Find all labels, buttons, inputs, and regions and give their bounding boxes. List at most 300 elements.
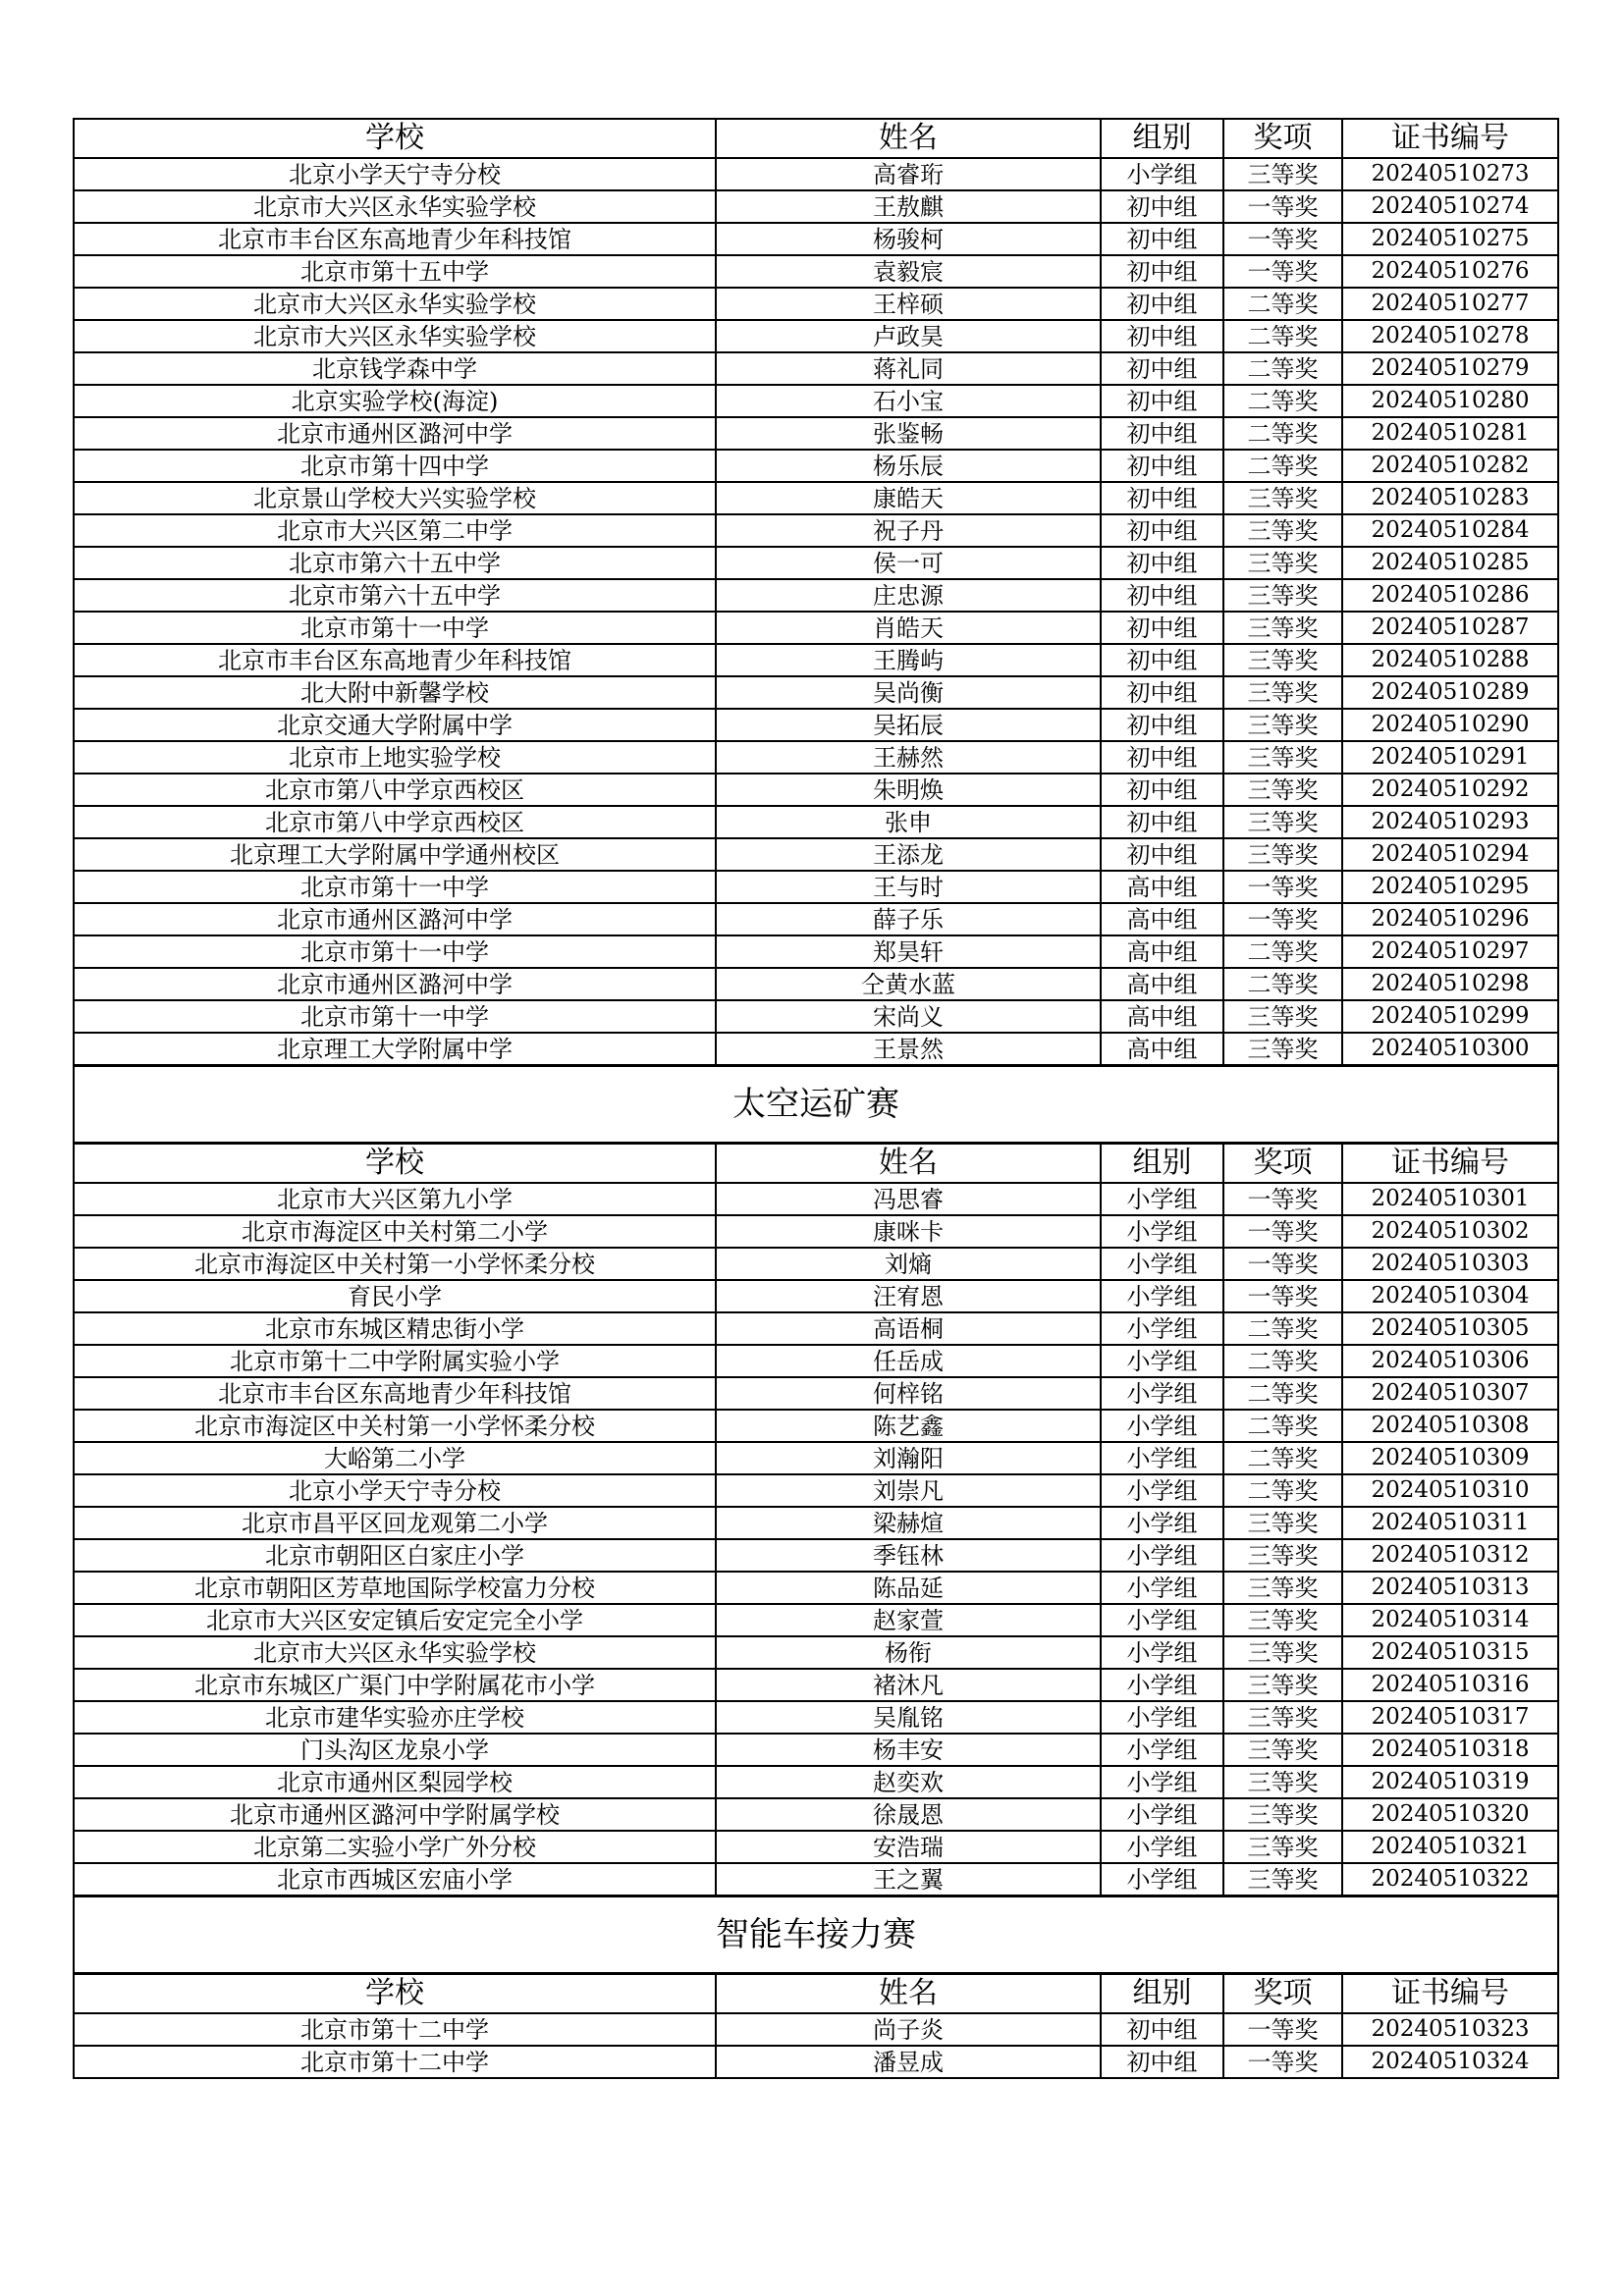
cell-student-name: 冯思睿 [716,1183,1101,1215]
header-name: 姓名 [716,1144,1101,1184]
table-row [74,903,1558,935]
cell-school: 北京市第十四中学 [74,450,716,482]
cell-cert-no: 20240510304 [1342,1280,1558,1312]
table-row [74,1539,1558,1572]
cell-student-name: 王与时 [716,871,1101,903]
cell-school: 北京市通州区潞河中学 [74,968,716,1000]
cell-cert-no: 20240510309 [1342,1442,1558,1474]
cell-award: 三等奖 [1223,838,1342,871]
table-header-row [74,1974,1558,2014]
cell-cert-no: 20240510275 [1342,223,1558,255]
cell-cert-no: 20240510299 [1342,1000,1558,1033]
cell-student-name: 梁赫煊 [716,1507,1101,1539]
cell-award: 二等奖 [1223,1377,1342,1410]
cell-cert-no: 20240510314 [1342,1604,1558,1636]
cell-award: 三等奖 [1223,1033,1342,1066]
cell-school: 北京实验学校(海淀) [74,385,716,417]
cell-school: 北京市东城区广渠门中学附属花市小学 [74,1669,716,1701]
cell-student-name: 杨衔 [716,1636,1101,1669]
cell-school: 北京小学天宁寺分校 [74,158,716,190]
header-cert-no: 证书编号 [1342,1974,1558,2014]
table-row [74,288,1558,320]
cell-cert-no: 20240510312 [1342,1539,1558,1572]
table-row [74,709,1558,741]
cell-award: 三等奖 [1223,1636,1342,1669]
cell-award: 二等奖 [1223,320,1342,352]
award-table-body [74,119,1558,2078]
cell-award: 一等奖 [1223,903,1342,935]
cell-cert-no: 20240510296 [1342,903,1558,935]
cell-school: 北京小学天宁寺分校 [74,1474,716,1507]
cell-cert-no: 20240510292 [1342,774,1558,806]
cell-student-name: 张申 [716,806,1101,838]
cell-school: 北京市第六十五中学 [74,579,716,612]
cell-award: 二等奖 [1223,288,1342,320]
cell-school: 北京市海淀区中关村第一小学怀柔分校 [74,1410,716,1442]
cell-group: 小学组 [1101,1410,1223,1442]
cell-student-name: 蒋礼同 [716,352,1101,385]
table-row [74,2046,1558,2078]
cell-group: 小学组 [1101,158,1223,190]
cell-cert-no: 20240510321 [1342,1831,1558,1863]
cell-student-name: 康咪卡 [716,1215,1101,1248]
cell-cert-no: 20240510290 [1342,709,1558,741]
cell-student-name: 仝黄水蓝 [716,968,1101,1000]
cell-group: 小学组 [1101,1442,1223,1474]
cell-group: 初中组 [1101,514,1223,547]
cell-award: 三等奖 [1223,1604,1342,1636]
cell-student-name: 王景然 [716,1033,1101,1066]
cell-student-name: 卢政昊 [716,320,1101,352]
cell-group: 初中组 [1101,579,1223,612]
table-header-row [74,119,1558,158]
award-list-sheet [73,118,1557,2079]
table-row [74,774,1558,806]
cell-award: 三等奖 [1223,741,1342,774]
cell-group: 小学组 [1101,1734,1223,1766]
cell-award: 三等奖 [1223,1734,1342,1766]
cell-award: 三等奖 [1223,612,1342,644]
cell-school: 北京市西城区宏庙小学 [74,1863,716,1896]
table-row [74,806,1558,838]
cell-award: 一等奖 [1223,1183,1342,1215]
cell-group: 小学组 [1101,1183,1223,1215]
cell-cert-no: 20240510310 [1342,1474,1558,1507]
table-row [74,158,1558,190]
cell-cert-no: 20240510319 [1342,1766,1558,1798]
cell-school: 北京市第八中学京西校区 [74,774,716,806]
cell-cert-no: 20240510283 [1342,482,1558,514]
cell-school: 北京市大兴区永华实验学校 [74,320,716,352]
table-row [74,547,1558,579]
cell-school: 北京市丰台区东高地青少年科技馆 [74,223,716,255]
cell-cert-no: 20240510295 [1342,871,1558,903]
cell-school: 北京市通州区梨园学校 [74,1766,716,1798]
cell-award: 二等奖 [1223,352,1342,385]
cell-group: 初中组 [1101,320,1223,352]
cell-cert-no: 20240510285 [1342,547,1558,579]
cell-student-name: 高语桐 [716,1312,1101,1345]
cell-student-name: 吴胤铭 [716,1701,1101,1734]
table-row [74,320,1558,352]
cell-group: 小学组 [1101,1572,1223,1604]
table-row [74,1734,1558,1766]
cell-student-name: 王梓硕 [716,288,1101,320]
cell-award: 三等奖 [1223,1766,1342,1798]
cell-student-name: 赵家萱 [716,1604,1101,1636]
table-row [74,255,1558,288]
cell-award: 三等奖 [1223,1831,1342,1863]
cell-group: 初中组 [1101,255,1223,288]
cell-group: 初中组 [1101,547,1223,579]
cell-cert-no: 20240510297 [1342,935,1558,968]
cell-student-name: 陈艺鑫 [716,1410,1101,1442]
table-row [74,1410,1558,1442]
cell-school: 北京市通州区潞河中学附属学校 [74,1798,716,1831]
cell-school: 北京市大兴区永华实验学校 [74,288,716,320]
cell-student-name: 安浩瑞 [716,1831,1101,1863]
cell-school: 北京市第八中学京西校区 [74,806,716,838]
cell-school: 北京第二实验小学广外分校 [74,1831,716,1863]
table-row [74,741,1558,774]
cell-award: 一等奖 [1223,255,1342,288]
cell-award: 三等奖 [1223,774,1342,806]
table-row [74,1701,1558,1734]
cell-student-name: 褚沐凡 [716,1669,1101,1701]
cell-group: 小学组 [1101,1636,1223,1669]
table-row [74,1572,1558,1604]
cell-school: 北京市第十一中学 [74,871,716,903]
table-row [74,1442,1558,1474]
cell-school: 北京市大兴区第二中学 [74,514,716,547]
header-group: 组别 [1101,1974,1223,2014]
cell-cert-no: 20240510282 [1342,450,1558,482]
cell-group: 小学组 [1101,1798,1223,1831]
cell-school: 北京市东城区精忠街小学 [74,1312,716,1345]
cell-cert-no: 20240510289 [1342,676,1558,709]
cell-school: 北京理工大学附属中学 [74,1033,716,1066]
cell-award: 三等奖 [1223,1863,1342,1896]
cell-group: 小学组 [1101,1669,1223,1701]
cell-award: 三等奖 [1223,1798,1342,1831]
cell-school: 北京市大兴区第九小学 [74,1183,716,1215]
table-row [74,1183,1558,1215]
award-table [73,118,1559,2079]
cell-group: 高中组 [1101,903,1223,935]
table-row [74,935,1558,968]
cell-student-name: 杨丰安 [716,1734,1101,1766]
cell-group: 小学组 [1101,1377,1223,1410]
cell-student-name: 庄忠源 [716,579,1101,612]
cell-school: 大峪第二小学 [74,1442,716,1474]
table-row [74,1215,1558,1248]
cell-group: 初中组 [1101,190,1223,223]
table-row [74,838,1558,871]
cell-cert-no: 20240510278 [1342,320,1558,352]
cell-cert-no: 20240510281 [1342,417,1558,450]
table-row [74,1766,1558,1798]
cell-school: 北大附中新馨学校 [74,676,716,709]
cell-award: 三等奖 [1223,547,1342,579]
cell-cert-no: 20240510318 [1342,1734,1558,1766]
cell-group: 初中组 [1101,709,1223,741]
cell-cert-no: 20240510300 [1342,1033,1558,1066]
cell-cert-no: 20240510317 [1342,1701,1558,1734]
cell-school: 北京景山学校大兴实验学校 [74,482,716,514]
cell-cert-no: 20240510316 [1342,1669,1558,1701]
cell-student-name: 杨骏柯 [716,223,1101,255]
cell-school: 育民小学 [74,1280,716,1312]
cell-award: 二等奖 [1223,968,1342,1000]
cell-school: 北京市第十一中学 [74,935,716,968]
cell-cert-no: 20240510286 [1342,579,1558,612]
cell-student-name: 宋尚义 [716,1000,1101,1033]
cell-school: 北京市大兴区永华实验学校 [74,190,716,223]
cell-student-name: 祝子丹 [716,514,1101,547]
table-row [74,190,1558,223]
cell-school: 北京市第十一中学 [74,612,716,644]
table-row [74,1798,1558,1831]
table-row [74,871,1558,903]
header-group: 组别 [1101,1144,1223,1184]
table-row [74,1280,1558,1312]
table-row [74,1474,1558,1507]
cell-cert-no: 20240510323 [1342,2013,1558,2046]
cell-student-name: 朱明焕 [716,774,1101,806]
cell-award: 一等奖 [1223,1248,1342,1280]
cell-student-name: 尚子炎 [716,2013,1101,2046]
cell-award: 一等奖 [1223,1280,1342,1312]
cell-award: 三等奖 [1223,579,1342,612]
cell-award: 一等奖 [1223,190,1342,223]
cell-school: 北京市第十二中学附属实验小学 [74,1345,716,1377]
table-row [74,385,1558,417]
cell-award: 三等奖 [1223,1669,1342,1701]
cell-cert-no: 20240510287 [1342,612,1558,644]
cell-award: 一等奖 [1223,1215,1342,1248]
header-award: 奖项 [1223,1974,1342,2014]
cell-award: 三等奖 [1223,482,1342,514]
cell-cert-no: 20240510279 [1342,352,1558,385]
cell-group: 小学组 [1101,1280,1223,1312]
table-row [74,514,1558,547]
cell-student-name: 何梓铭 [716,1377,1101,1410]
cell-school: 北京钱学森中学 [74,352,716,385]
cell-cert-no: 20240510291 [1342,741,1558,774]
cell-student-name: 徐晟恩 [716,1798,1101,1831]
cell-student-name: 王添龙 [716,838,1101,871]
cell-school: 北京市海淀区中关村第一小学怀柔分校 [74,1248,716,1280]
cell-group: 高中组 [1101,1000,1223,1033]
cell-award: 三等奖 [1223,514,1342,547]
cell-cert-no: 20240510313 [1342,1572,1558,1604]
cell-school: 北京市通州区潞河中学 [74,903,716,935]
cell-school: 北京市第十五中学 [74,255,716,288]
cell-student-name: 康皓天 [716,482,1101,514]
table-row [74,450,1558,482]
cell-award: 三等奖 [1223,1572,1342,1604]
cell-group: 小学组 [1101,1215,1223,1248]
cell-student-name: 王敖麒 [716,190,1101,223]
header-school: 学校 [74,1974,716,2014]
cell-cert-no: 20240510273 [1342,158,1558,190]
cell-cert-no: 20240510322 [1342,1863,1558,1896]
cell-cert-no: 20240510320 [1342,1798,1558,1831]
cell-student-name: 吴拓辰 [716,709,1101,741]
cell-student-name: 刘崇凡 [716,1474,1101,1507]
cell-student-name: 袁毅宸 [716,255,1101,288]
cell-school: 北京市第十一中学 [74,1000,716,1033]
cell-student-name: 薛子乐 [716,903,1101,935]
header-award: 奖项 [1223,1144,1342,1184]
cell-cert-no: 20240510274 [1342,190,1558,223]
cell-student-name: 高睿珩 [716,158,1101,190]
cell-group: 初中组 [1101,288,1223,320]
cell-school: 北京市丰台区东高地青少年科技馆 [74,1377,716,1410]
cell-student-name: 刘瀚阳 [716,1442,1101,1474]
cell-school: 北京市第十二中学 [74,2013,716,2046]
cell-award: 二等奖 [1223,935,1342,968]
header-group: 组别 [1101,119,1223,158]
header-school: 学校 [74,1144,716,1184]
cell-group: 小学组 [1101,1539,1223,1572]
cell-group: 初中组 [1101,806,1223,838]
table-row [74,223,1558,255]
table-row [74,2013,1558,2046]
cell-group: 小学组 [1101,1474,1223,1507]
cell-school: 北京市昌平区回龙观第二小学 [74,1507,716,1539]
cell-group: 初中组 [1101,676,1223,709]
cell-school: 北京理工大学附属中学通州校区 [74,838,716,871]
cell-group: 初中组 [1101,385,1223,417]
cell-group: 初中组 [1101,352,1223,385]
cell-group: 小学组 [1101,1701,1223,1734]
table-row [74,1636,1558,1669]
cell-group: 高中组 [1101,935,1223,968]
cell-group: 小学组 [1101,1507,1223,1539]
cell-award: 三等奖 [1223,1000,1342,1033]
cell-group: 高中组 [1101,968,1223,1000]
cell-award: 一等奖 [1223,871,1342,903]
table-row [74,1604,1558,1636]
cell-group: 初中组 [1101,2046,1223,2078]
cell-award: 三等奖 [1223,676,1342,709]
cell-award: 二等奖 [1223,1442,1342,1474]
cell-group: 高中组 [1101,1033,1223,1066]
cell-student-name: 郑昊轩 [716,935,1101,968]
cell-cert-no: 20240510315 [1342,1636,1558,1669]
cell-school: 北京市海淀区中关村第二小学 [74,1215,716,1248]
cell-group: 初中组 [1101,741,1223,774]
cell-school: 北京市大兴区安定镇后安定完全小学 [74,1604,716,1636]
cell-group: 初中组 [1101,450,1223,482]
cell-school: 北京市建华实验亦庄学校 [74,1701,716,1734]
cell-award: 三等奖 [1223,806,1342,838]
table-row [74,1863,1558,1896]
header-name: 姓名 [716,119,1101,158]
cell-cert-no: 20240510307 [1342,1377,1558,1410]
cell-cert-no: 20240510277 [1342,288,1558,320]
cell-cert-no: 20240510293 [1342,806,1558,838]
table-row [74,1669,1558,1701]
cell-school: 北京市大兴区永华实验学校 [74,1636,716,1669]
table-row [74,1831,1558,1863]
cell-award: 二等奖 [1223,1345,1342,1377]
cell-student-name: 任岳成 [716,1345,1101,1377]
cell-award: 二等奖 [1223,450,1342,482]
cell-award: 三等奖 [1223,1539,1342,1572]
header-award: 奖项 [1223,119,1342,158]
cell-student-name: 王之翼 [716,1863,1101,1896]
cell-award: 二等奖 [1223,385,1342,417]
table-row [74,1248,1558,1280]
cell-student-name: 侯一可 [716,547,1101,579]
cell-school: 北京市上地实验学校 [74,741,716,774]
cell-group: 初中组 [1101,223,1223,255]
cell-cert-no: 20240510306 [1342,1345,1558,1377]
cell-group: 小学组 [1101,1248,1223,1280]
cell-award: 三等奖 [1223,709,1342,741]
cell-group: 初中组 [1101,774,1223,806]
cell-student-name: 刘熵 [716,1248,1101,1280]
cell-award: 一等奖 [1223,2013,1342,2046]
table-row [74,1345,1558,1377]
cell-group: 小学组 [1101,1312,1223,1345]
cell-award: 一等奖 [1223,223,1342,255]
cell-group: 小学组 [1101,1345,1223,1377]
cell-cert-no: 20240510276 [1342,255,1558,288]
cell-cert-no: 20240510288 [1342,644,1558,676]
cell-school: 门头沟区龙泉小学 [74,1734,716,1766]
cell-school: 北京市通州区潞河中学 [74,417,716,450]
header-cert-no: 证书编号 [1342,119,1558,158]
cell-group: 小学组 [1101,1604,1223,1636]
cell-student-name: 季钰林 [716,1539,1101,1572]
cell-student-name: 潘昱成 [716,2046,1101,2078]
cell-group: 初中组 [1101,2013,1223,2046]
table-header-row [74,1144,1558,1184]
cell-cert-no: 20240510308 [1342,1410,1558,1442]
cell-student-name: 石小宝 [716,385,1101,417]
cell-cert-no: 20240510305 [1342,1312,1558,1345]
cell-student-name: 汪宥恩 [716,1280,1101,1312]
table-row [74,579,1558,612]
cell-award: 二等奖 [1223,1312,1342,1345]
section-title: 智能车接力赛 [74,1896,1558,1974]
table-row [74,676,1558,709]
cell-cert-no: 20240510301 [1342,1183,1558,1215]
header-name: 姓名 [716,1974,1101,2014]
section-title: 太空运矿赛 [74,1066,1558,1144]
cell-school: 北京交通大学附属中学 [74,709,716,741]
cell-group: 初中组 [1101,838,1223,871]
cell-student-name: 王赫然 [716,741,1101,774]
table-row [74,644,1558,676]
cell-school: 北京市朝阳区白家庄小学 [74,1539,716,1572]
cell-group: 初中组 [1101,417,1223,450]
cell-group: 小学组 [1101,1766,1223,1798]
table-row [74,1507,1558,1539]
cell-cert-no: 20240510284 [1342,514,1558,547]
table-row [74,417,1558,450]
cell-school: 北京市第十二中学 [74,2046,716,2078]
cell-cert-no: 20240510302 [1342,1215,1558,1248]
table-row [74,968,1558,1000]
cell-cert-no: 20240510294 [1342,838,1558,871]
cell-school: 北京市丰台区东高地青少年科技馆 [74,644,716,676]
cell-student-name: 张鉴畅 [716,417,1101,450]
table-row [74,482,1558,514]
